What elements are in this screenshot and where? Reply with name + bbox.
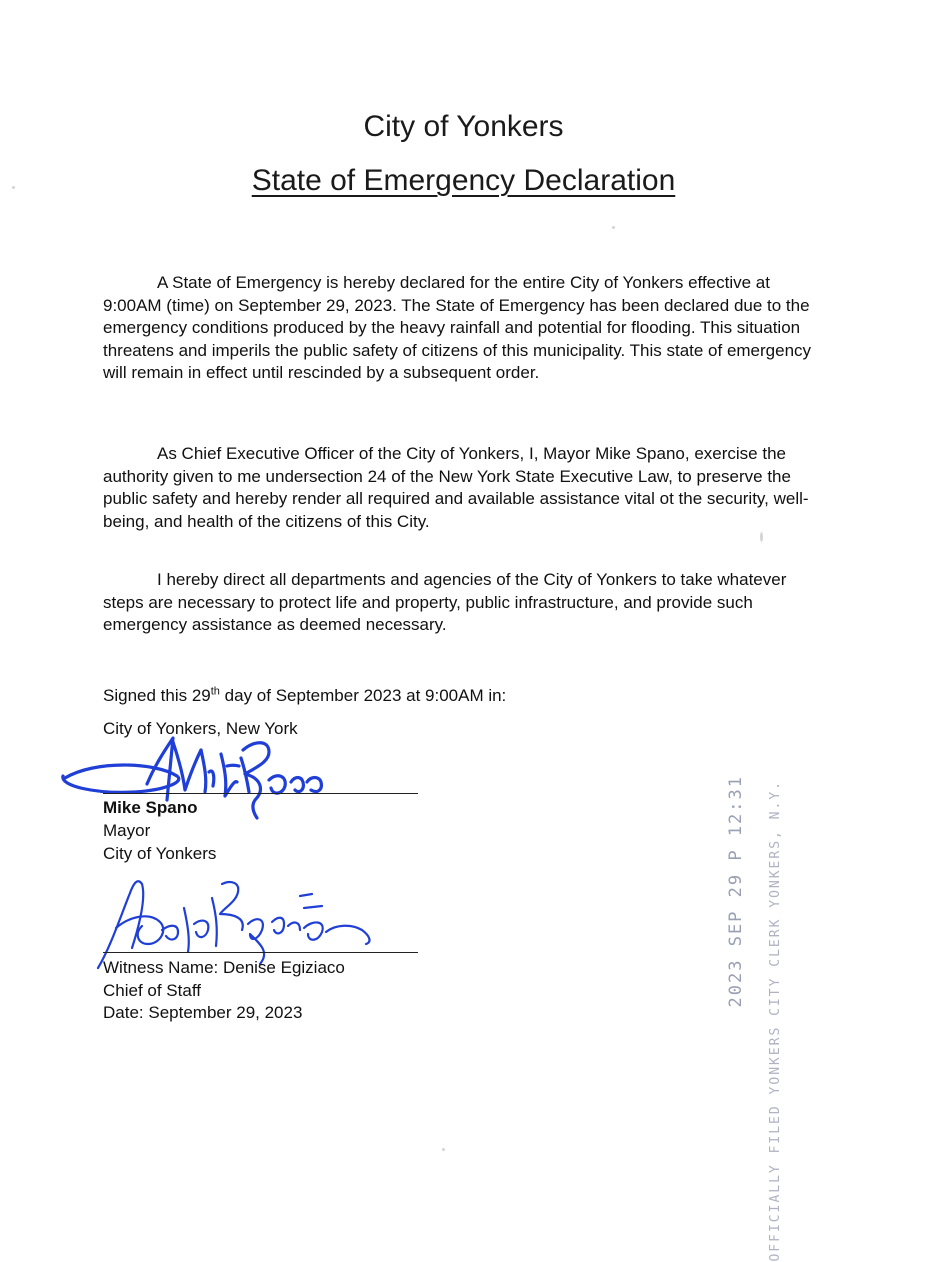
mayor-signature-line [103, 793, 418, 794]
scan-speck [442, 1148, 445, 1151]
directive-paragraph-3: I hereby direct all departments and agencies of the City of Yonkers to take whatever steps are necessary to protect life and property, public infrastructure, and provide such emergency assistance as deemed necessary. [103, 570, 787, 634]
signed-ordinal: th [210, 685, 220, 698]
city-heading: City of Yonkers [363, 110, 564, 143]
signatory-name: Mike Spano [103, 798, 198, 817]
scan-speck [612, 226, 615, 229]
scan-speck [760, 532, 763, 542]
witness-title: Chief of Staff [103, 981, 201, 1000]
signed-rest: day of September 2023 at 9:00AM in: [219, 686, 507, 705]
authority-paragraph-2: As Chief Executive Officer of the City of Yonkers, I, Mayor Mike Spano, exercise the authority given to me undersection 24 of the New York State Executive Law, to preserve the public safety and hereby render all required and available assistance vital ot the security, well-being, and health of the citizens of this City. [103, 444, 809, 531]
declaration-title [0, 164, 927, 198]
signed-statement [103, 685, 506, 707]
stamp-datetime: 2023 SEP 29 P 12:31 [726, 775, 746, 1008]
scan-speck [12, 186, 15, 189]
signing-location: City of Yonkers, New York [103, 719, 298, 738]
stamp-label: OFFICIALLY FILED YONKERS CITY CLERK YONKERS, N.Y. [768, 780, 783, 1262]
witness-date: Date: September 29, 2023 [103, 1003, 303, 1022]
signatory-title: Mayor [103, 821, 151, 840]
witness-signature-line [103, 952, 418, 953]
declaration-title-text: State of Emergency Declaration [251, 164, 676, 197]
signatory-organization: City of Yonkers [103, 844, 217, 863]
filing-stamp [720, 775, 810, 1262]
signed-prefix: Signed this 29 [103, 686, 211, 705]
witness-name: Witness Name: Denise Egiziaco [103, 958, 345, 977]
declaration-paragraph-1: A State of Emergency is hereby declared for the entire City of Yonkers effective at 9:00AM (time) on September 29, 2023. The State of Emergency has been declared due to the emergency conditions produced by the heavy rainfall and potential for flooding. This situation threatens and imperils the public safety of citizens of this municipality. This state of emergency will remain in effect until rescinded by a subsequent order. [103, 273, 812, 382]
